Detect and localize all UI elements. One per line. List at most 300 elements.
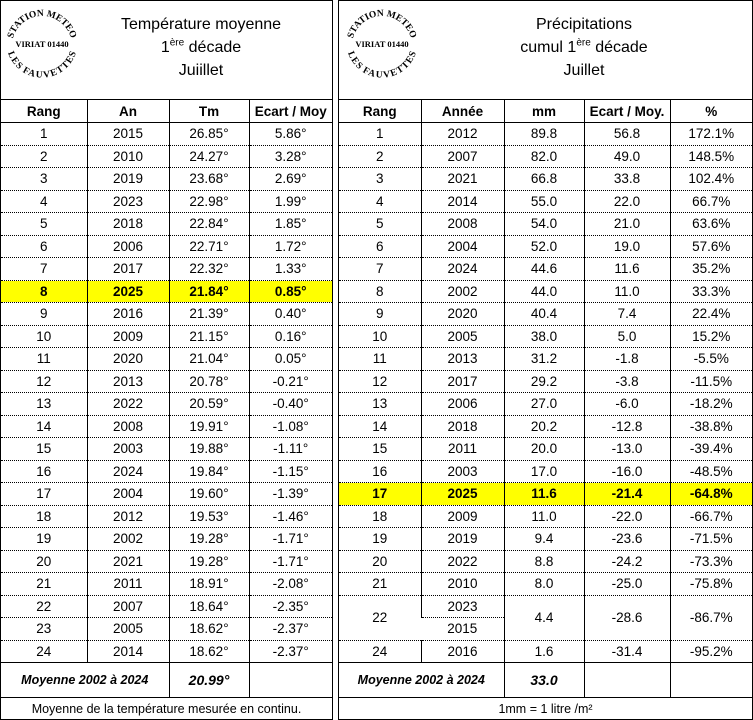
year-cell: 2003 bbox=[87, 438, 169, 461]
percent-cell: -48.5% bbox=[670, 460, 752, 483]
rank-cell: 6 bbox=[1, 235, 87, 258]
table-row bbox=[339, 483, 752, 506]
precipitation-panel bbox=[338, 0, 753, 720]
table-row bbox=[339, 190, 752, 213]
year-cell: 2005 bbox=[87, 618, 169, 641]
ecart-cell: 5.0 bbox=[584, 325, 670, 348]
percent-cell: -66.7% bbox=[670, 505, 752, 528]
ecart-cell: -0.40° bbox=[249, 393, 332, 416]
temperature-average-row bbox=[1, 663, 332, 698]
year-cell: 2019 bbox=[421, 528, 504, 551]
rank-cell: 2 bbox=[339, 145, 421, 168]
average-empty bbox=[249, 663, 332, 698]
tm-cell: 19.60° bbox=[169, 483, 249, 506]
year-cell: 2022 bbox=[421, 550, 504, 573]
table-row bbox=[339, 528, 752, 551]
rank-cell: 16 bbox=[1, 460, 87, 483]
rank-cell: 20 bbox=[339, 550, 421, 573]
tm-cell: 18.91° bbox=[169, 573, 249, 596]
rank-cell: 14 bbox=[1, 415, 87, 438]
ecart-cell: -2.37° bbox=[249, 618, 332, 641]
table-row bbox=[339, 460, 752, 483]
ecart-cell: -21.4 bbox=[584, 483, 670, 506]
temperature-table-header bbox=[1, 100, 332, 123]
mm-cell: 66.8 bbox=[504, 168, 584, 191]
ecart-cell: -1.15° bbox=[249, 460, 332, 483]
year-cell: 2020 bbox=[421, 303, 504, 326]
table-row bbox=[339, 258, 752, 281]
rank-cell: 23 bbox=[1, 618, 87, 641]
percent-cell: -39.4% bbox=[670, 438, 752, 461]
tm-cell: 21.04° bbox=[169, 348, 249, 371]
ecart-cell: -28.6 bbox=[584, 595, 670, 640]
col-header-rang: Rang bbox=[1, 100, 87, 123]
rank-cell: 7 bbox=[1, 258, 87, 281]
rank-cell: 18 bbox=[339, 505, 421, 528]
table-row bbox=[1, 528, 332, 551]
precipitation-title-line2: cumul 1ère décade bbox=[520, 37, 648, 56]
col-header-ecart: Ecart / Moy. bbox=[584, 100, 670, 123]
average-value: 20.99° bbox=[169, 663, 249, 698]
year-cell: 2018 bbox=[87, 213, 169, 236]
ecart-cell: 11.6 bbox=[584, 258, 670, 281]
year-cell: 2012 bbox=[87, 505, 169, 528]
table-row bbox=[1, 213, 332, 236]
tm-cell: 19.28° bbox=[169, 550, 249, 573]
year-cell: 2012 bbox=[421, 123, 504, 146]
percent-cell: 102.4% bbox=[670, 168, 752, 191]
percent-cell: 148.5% bbox=[670, 145, 752, 168]
ecart-cell: 3.28° bbox=[249, 145, 332, 168]
ecart-cell: 33.8 bbox=[584, 168, 670, 191]
ecart-cell: -2.35° bbox=[249, 595, 332, 618]
table-row bbox=[339, 325, 752, 348]
ecart-cell: 21.0 bbox=[584, 213, 670, 236]
table-row bbox=[339, 393, 752, 416]
table-row bbox=[1, 618, 332, 641]
rank-cell: 13 bbox=[1, 393, 87, 416]
mm-cell: 8.8 bbox=[504, 550, 584, 573]
rank-cell: 16 bbox=[339, 460, 421, 483]
mm-cell: 52.0 bbox=[504, 235, 584, 258]
year-cell: 2003 bbox=[421, 460, 504, 483]
table-row bbox=[1, 325, 332, 348]
average-empty bbox=[584, 663, 670, 698]
table-row bbox=[1, 438, 332, 461]
rank-cell: 1 bbox=[339, 123, 421, 146]
mm-cell: 54.0 bbox=[504, 213, 584, 236]
ecart-cell: 22.0 bbox=[584, 190, 670, 213]
table-row bbox=[1, 303, 332, 326]
svg-text:LES FAUVETTES: LES FAUVETTES bbox=[5, 50, 79, 81]
tm-cell: 21.84° bbox=[169, 280, 249, 303]
tm-cell: 23.68° bbox=[169, 168, 249, 191]
mm-cell: 44.0 bbox=[504, 280, 584, 303]
year-cell: 2004 bbox=[87, 483, 169, 506]
ecart-cell: 2.69° bbox=[249, 168, 332, 191]
tm-cell: 19.88° bbox=[169, 438, 249, 461]
year-cell: 2021 bbox=[421, 168, 504, 191]
table-row bbox=[339, 370, 752, 393]
table-row bbox=[339, 235, 752, 258]
ecart-cell: 1.99° bbox=[249, 190, 332, 213]
year-cell: 2017 bbox=[87, 258, 169, 281]
rank-cell: 19 bbox=[1, 528, 87, 551]
rank-cell: 15 bbox=[1, 438, 87, 461]
ecart-cell: -6.0 bbox=[584, 393, 670, 416]
col-header-rang: Rang bbox=[339, 100, 421, 123]
ecart-cell: 5.86° bbox=[249, 123, 332, 146]
rank-cell: 5 bbox=[1, 213, 87, 236]
mm-cell: 9.4 bbox=[504, 528, 584, 551]
svg-text:STATION METEO: STATION METEO bbox=[346, 8, 418, 40]
mm-cell: 89.8 bbox=[504, 123, 584, 146]
ecart-cell: -25.0 bbox=[584, 573, 670, 596]
year-cell: 2007 bbox=[87, 595, 169, 618]
table-row bbox=[1, 235, 332, 258]
ecart-cell: -1.46° bbox=[249, 505, 332, 528]
tm-cell: 18.62° bbox=[169, 640, 249, 663]
rank-cell: 11 bbox=[339, 348, 421, 371]
rank-cell: 15 bbox=[339, 438, 421, 461]
year-cell: 2023 bbox=[87, 190, 169, 213]
ecart-cell: 11.0 bbox=[584, 280, 670, 303]
year-cell: 2025 bbox=[87, 280, 169, 303]
percent-cell: 57.6% bbox=[670, 235, 752, 258]
precipitation-title-line1: Précipitations bbox=[535, 16, 633, 33]
year-cell: 2013 bbox=[87, 370, 169, 393]
precipitation-table-header bbox=[339, 100, 752, 123]
rank-cell: 4 bbox=[1, 190, 87, 213]
rank-cell: 22 bbox=[339, 595, 421, 640]
rank-cell: 3 bbox=[339, 168, 421, 191]
rank-cell: 11 bbox=[1, 348, 87, 371]
tm-cell: 22.98° bbox=[169, 190, 249, 213]
table-row bbox=[339, 640, 752, 663]
ecart-cell: 19.0 bbox=[584, 235, 670, 258]
rank-cell: 9 bbox=[339, 303, 421, 326]
table-row bbox=[1, 415, 332, 438]
table-row bbox=[339, 168, 752, 191]
ecart-cell: -3.8 bbox=[584, 370, 670, 393]
year-cell: 2002 bbox=[87, 528, 169, 551]
year-cell: 2016 bbox=[87, 303, 169, 326]
year-cell: 2021 bbox=[87, 550, 169, 573]
year-cell: 2022 bbox=[87, 393, 169, 416]
year-cell: 2024 bbox=[421, 258, 504, 281]
ecart-cell: -16.0 bbox=[584, 460, 670, 483]
year-cell: 2004 bbox=[421, 235, 504, 258]
rank-cell: 12 bbox=[1, 370, 87, 393]
ecart-cell: 1.72° bbox=[249, 235, 332, 258]
mm-cell: 40.4 bbox=[504, 303, 584, 326]
average-empty bbox=[670, 663, 752, 698]
year-cell: 2008 bbox=[421, 213, 504, 236]
precipitation-title bbox=[449, 13, 719, 82]
percent-cell: -11.5% bbox=[670, 370, 752, 393]
col-header-an: An bbox=[87, 100, 169, 123]
rank-cell: 14 bbox=[339, 415, 421, 438]
average-label: Moyenne 2002 à 2024 bbox=[1, 663, 169, 698]
year-cell: 2015 bbox=[421, 618, 504, 641]
tm-cell: 21.39° bbox=[169, 303, 249, 326]
table-row bbox=[1, 348, 332, 371]
percent-cell: -71.5% bbox=[670, 528, 752, 551]
year-cell: 2006 bbox=[421, 393, 504, 416]
table-row bbox=[339, 145, 752, 168]
rank-cell: 12 bbox=[339, 370, 421, 393]
precipitation-average-row bbox=[339, 663, 752, 698]
temperature-table bbox=[1, 99, 332, 698]
percent-cell: -86.7% bbox=[670, 595, 752, 640]
percent-cell: -73.3% bbox=[670, 550, 752, 573]
table-row bbox=[1, 393, 332, 416]
ecart-cell: -1.11° bbox=[249, 438, 332, 461]
table-row bbox=[1, 370, 332, 393]
rank-cell: 17 bbox=[1, 483, 87, 506]
tm-cell: 18.64° bbox=[169, 595, 249, 618]
tm-cell: 19.28° bbox=[169, 528, 249, 551]
ecart-cell: 0.05° bbox=[249, 348, 332, 371]
year-cell: 2011 bbox=[87, 573, 169, 596]
mm-cell: 4.4 bbox=[504, 595, 584, 640]
table-row bbox=[1, 190, 332, 213]
ecart-cell: -31.4 bbox=[584, 640, 670, 663]
year-cell: 2014 bbox=[421, 190, 504, 213]
mm-cell: 11.0 bbox=[504, 505, 584, 528]
percent-cell: 33.3% bbox=[670, 280, 752, 303]
table-row bbox=[339, 550, 752, 573]
year-cell: 2017 bbox=[421, 370, 504, 393]
tm-cell: 24.27° bbox=[169, 145, 249, 168]
temperature-title-line1: Température moyenne bbox=[120, 16, 282, 33]
year-cell: 2011 bbox=[421, 438, 504, 461]
table-row bbox=[1, 168, 332, 191]
ecart-cell: -24.2 bbox=[584, 550, 670, 573]
percent-cell: -75.8% bbox=[670, 573, 752, 596]
ecart-cell: 56.8 bbox=[584, 123, 670, 146]
mm-cell: 8.0 bbox=[504, 573, 584, 596]
ecart-cell: -1.8 bbox=[584, 348, 670, 371]
rank-cell: 10 bbox=[1, 325, 87, 348]
year-cell: 2019 bbox=[87, 168, 169, 191]
station-stamp-logo bbox=[343, 5, 421, 83]
table-row bbox=[339, 438, 752, 461]
average-label: Moyenne 2002 à 2024 bbox=[339, 663, 504, 698]
year-cell: 2008 bbox=[87, 415, 169, 438]
ecart-cell: -0.21° bbox=[249, 370, 332, 393]
table-row bbox=[339, 573, 752, 596]
temperature-title-line3: Juiillet bbox=[178, 62, 224, 79]
mm-cell: 20.0 bbox=[504, 438, 584, 461]
ecart-cell: -1.71° bbox=[249, 528, 332, 551]
rank-cell: 19 bbox=[339, 528, 421, 551]
svg-text:LES FAUVETTES: LES FAUVETTES bbox=[345, 50, 419, 81]
ecart-cell: -2.08° bbox=[249, 573, 332, 596]
tm-cell: 21.15° bbox=[169, 325, 249, 348]
table-row bbox=[339, 595, 752, 618]
table-row bbox=[339, 213, 752, 236]
rank-cell: 21 bbox=[1, 573, 87, 596]
year-cell: 2007 bbox=[421, 145, 504, 168]
percent-cell: -95.2% bbox=[670, 640, 752, 663]
ecart-cell: -13.0 bbox=[584, 438, 670, 461]
tm-cell: 22.32° bbox=[169, 258, 249, 281]
table-row bbox=[339, 280, 752, 303]
svg-text:STATION METEO: STATION METEO bbox=[6, 8, 78, 40]
mm-cell: 11.6 bbox=[504, 483, 584, 506]
ecart-cell: -23.6 bbox=[584, 528, 670, 551]
rank-cell: 13 bbox=[339, 393, 421, 416]
mm-cell: 44.6 bbox=[504, 258, 584, 281]
temperature-panel bbox=[0, 0, 333, 720]
tm-cell: 22.71° bbox=[169, 235, 249, 258]
rank-cell: 21 bbox=[339, 573, 421, 596]
tm-cell: 22.84° bbox=[169, 213, 249, 236]
tm-cell: 26.85° bbox=[169, 123, 249, 146]
mm-cell: 38.0 bbox=[504, 325, 584, 348]
year-cell: 2014 bbox=[87, 640, 169, 663]
mm-cell: 82.0 bbox=[504, 145, 584, 168]
precipitation-header bbox=[339, 1, 752, 99]
temperature-header bbox=[1, 1, 332, 99]
table-row bbox=[1, 145, 332, 168]
year-cell: 2016 bbox=[421, 640, 504, 663]
table-row bbox=[1, 505, 332, 528]
temperature-title bbox=[71, 13, 331, 82]
precipitation-footnote: 1mm = 1 litre /m² bbox=[498, 702, 593, 716]
rank-cell: 18 bbox=[1, 505, 87, 528]
ecart-cell: -1.39° bbox=[249, 483, 332, 506]
year-cell: 2020 bbox=[87, 348, 169, 371]
tm-cell: 19.53° bbox=[169, 505, 249, 528]
rank-cell: 17 bbox=[339, 483, 421, 506]
year-cell: 2018 bbox=[421, 415, 504, 438]
year-cell: 2009 bbox=[421, 505, 504, 528]
station-stamp-logo bbox=[3, 5, 81, 83]
table-row bbox=[1, 280, 332, 303]
col-header-ecart: Ecart / Moy bbox=[249, 100, 332, 123]
year-cell: 2010 bbox=[421, 573, 504, 596]
ecart-cell: -12.8 bbox=[584, 415, 670, 438]
col-header-percent: % bbox=[670, 100, 752, 123]
table-row bbox=[339, 123, 752, 146]
mm-cell: 55.0 bbox=[504, 190, 584, 213]
percent-cell: -38.8% bbox=[670, 415, 752, 438]
percent-cell: 22.4% bbox=[670, 303, 752, 326]
ecart-cell: -2.37° bbox=[249, 640, 332, 663]
year-cell: 2025 bbox=[421, 483, 504, 506]
mm-cell: 29.2 bbox=[504, 370, 584, 393]
col-header-tm: Tm bbox=[169, 100, 249, 123]
tm-cell: 20.78° bbox=[169, 370, 249, 393]
temperature-footnote: Moyenne de la température mesurée en continu. bbox=[31, 702, 302, 716]
table-row bbox=[1, 595, 332, 618]
table-row bbox=[1, 640, 332, 663]
ecart-cell: 0.85° bbox=[249, 280, 332, 303]
rank-cell: 24 bbox=[339, 640, 421, 663]
ecart-cell: 1.33° bbox=[249, 258, 332, 281]
rank-cell: 7 bbox=[339, 258, 421, 281]
year-cell: 2002 bbox=[421, 280, 504, 303]
table-row bbox=[1, 123, 332, 146]
temperature-title-line2: 1ère décade bbox=[160, 37, 242, 56]
precipitation-title-line3: Juillet bbox=[563, 62, 605, 79]
table-row bbox=[339, 505, 752, 528]
rank-cell: 8 bbox=[339, 280, 421, 303]
tm-cell: 20.59° bbox=[169, 393, 249, 416]
table-row bbox=[339, 303, 752, 326]
table-row bbox=[339, 415, 752, 438]
mm-cell: 1.6 bbox=[504, 640, 584, 663]
ecart-cell: 0.40° bbox=[249, 303, 332, 326]
rank-cell: 1 bbox=[1, 123, 87, 146]
table-row bbox=[339, 348, 752, 371]
tm-cell: 18.62° bbox=[169, 618, 249, 641]
tm-cell: 19.91° bbox=[169, 415, 249, 438]
ecart-cell: 7.4 bbox=[584, 303, 670, 326]
ecart-cell: 1.85° bbox=[249, 213, 332, 236]
rank-cell: 3 bbox=[1, 168, 87, 191]
average-value: 33.0 bbox=[504, 663, 584, 698]
year-cell: 2024 bbox=[87, 460, 169, 483]
percent-cell: 63.6% bbox=[670, 213, 752, 236]
table-row bbox=[1, 573, 332, 596]
rank-cell: 22 bbox=[1, 595, 87, 618]
percent-cell: -64.8% bbox=[670, 483, 752, 506]
precipitation-table bbox=[339, 99, 752, 698]
svg-text:VIRIAT 01440: VIRIAT 01440 bbox=[15, 39, 69, 49]
table-row bbox=[1, 483, 332, 506]
rank-cell: 5 bbox=[339, 213, 421, 236]
tm-cell: 19.84° bbox=[169, 460, 249, 483]
mm-cell: 31.2 bbox=[504, 348, 584, 371]
year-cell: 2005 bbox=[421, 325, 504, 348]
svg-text:VIRIAT 01440: VIRIAT 01440 bbox=[355, 39, 409, 49]
year-cell: 2015 bbox=[87, 123, 169, 146]
year-cell: 2006 bbox=[87, 235, 169, 258]
col-header-mm: mm bbox=[504, 100, 584, 123]
year-cell: 2009 bbox=[87, 325, 169, 348]
table-row bbox=[1, 460, 332, 483]
year-cell: 2013 bbox=[421, 348, 504, 371]
ecart-cell: -1.08° bbox=[249, 415, 332, 438]
ecart-cell: -1.71° bbox=[249, 550, 332, 573]
percent-cell: -18.2% bbox=[670, 393, 752, 416]
rank-cell: 2 bbox=[1, 145, 87, 168]
ecart-cell: -22.0 bbox=[584, 505, 670, 528]
rank-cell: 24 bbox=[1, 640, 87, 663]
percent-cell: 172.1% bbox=[670, 123, 752, 146]
mm-cell: 27.0 bbox=[504, 393, 584, 416]
mm-cell: 17.0 bbox=[504, 460, 584, 483]
rank-cell: 20 bbox=[1, 550, 87, 573]
rank-cell: 6 bbox=[339, 235, 421, 258]
year-cell: 2023 bbox=[421, 595, 504, 618]
col-header-annee: Année bbox=[421, 100, 504, 123]
mm-cell: 20.2 bbox=[504, 415, 584, 438]
percent-cell: 15.2% bbox=[670, 325, 752, 348]
percent-cell: -5.5% bbox=[670, 348, 752, 371]
table-row bbox=[1, 550, 332, 573]
rank-cell: 10 bbox=[339, 325, 421, 348]
rank-cell: 8 bbox=[1, 280, 87, 303]
table-row bbox=[1, 258, 332, 281]
ecart-cell: 0.16° bbox=[249, 325, 332, 348]
percent-cell: 35.2% bbox=[670, 258, 752, 281]
rank-cell: 4 bbox=[339, 190, 421, 213]
rank-cell: 9 bbox=[1, 303, 87, 326]
